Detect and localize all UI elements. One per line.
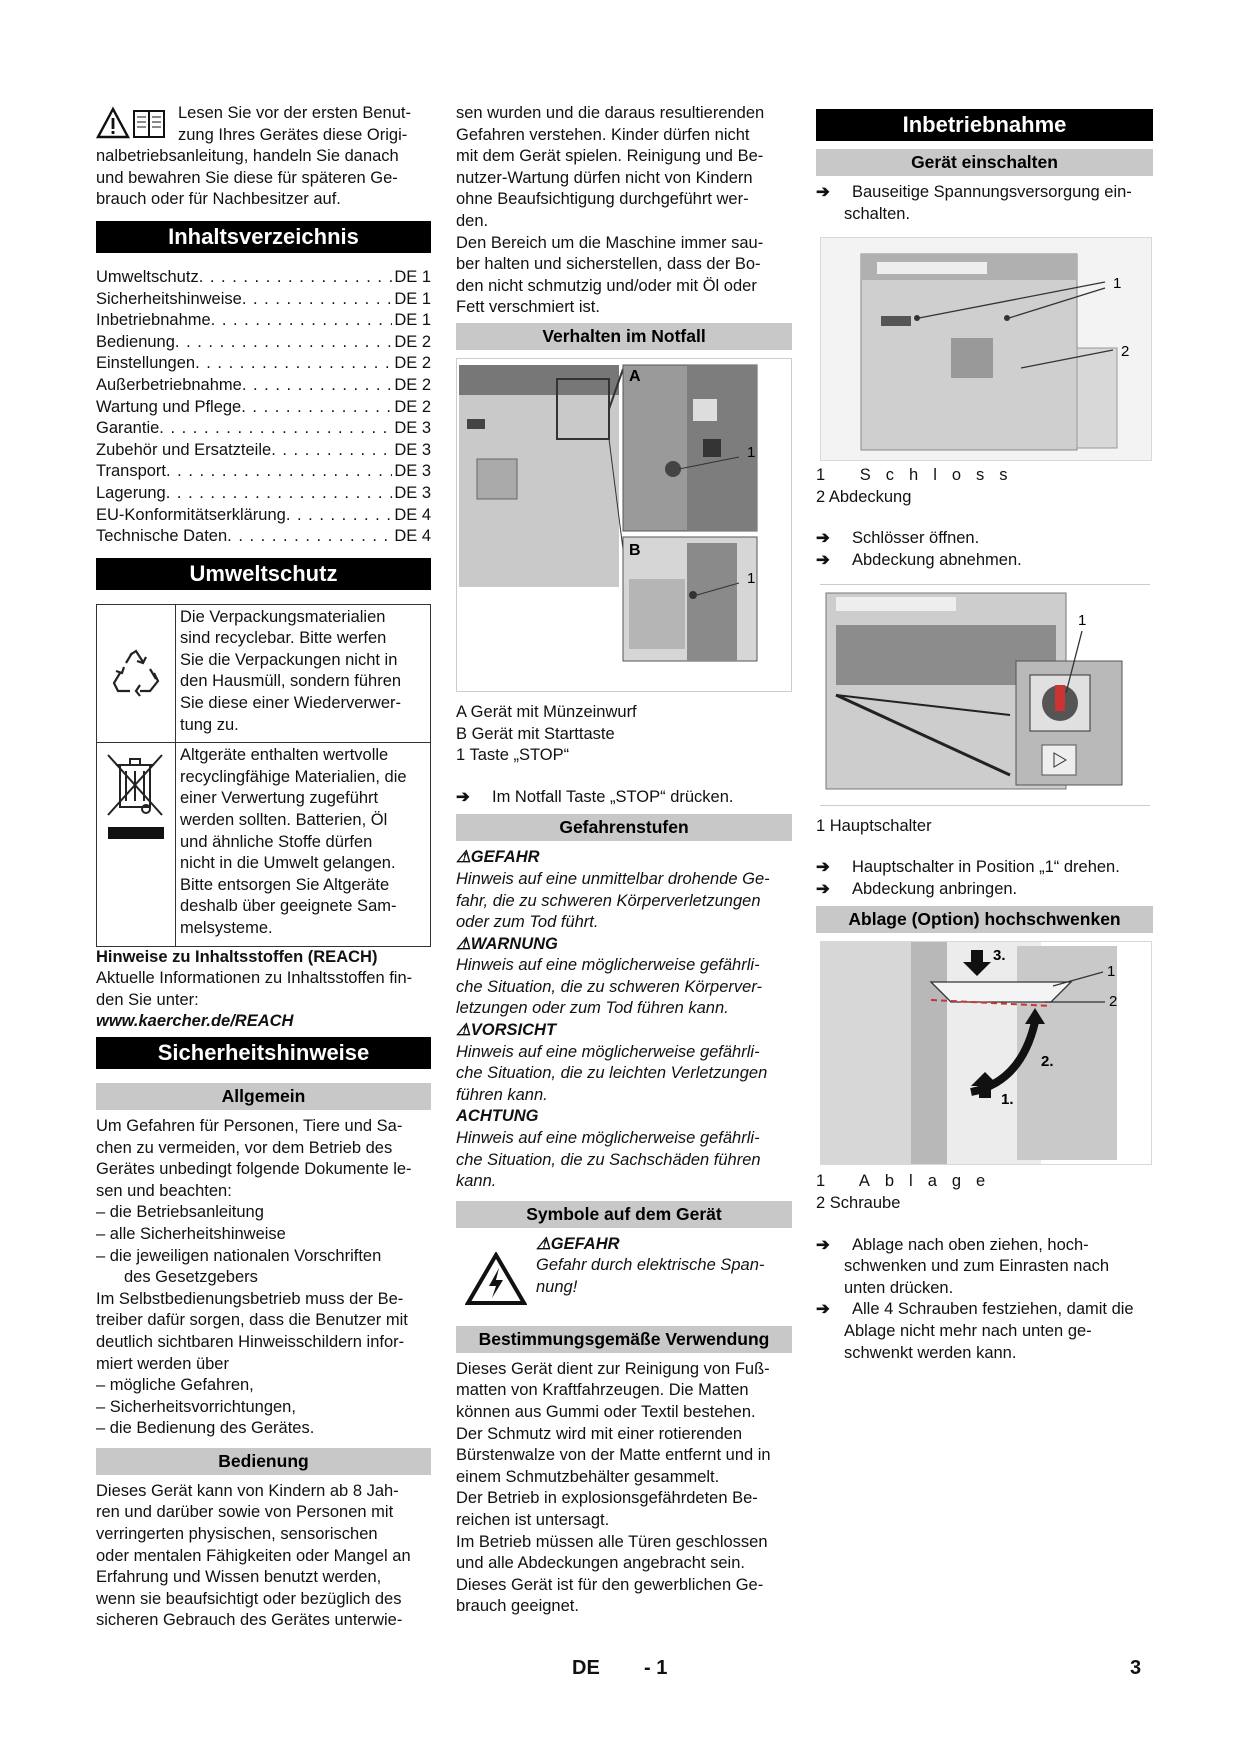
text-line: brauch geeignet.	[456, 1597, 579, 1616]
toc-entry[interactable]	[96, 353, 431, 375]
text-line: fahr, die zu schweren Körperverletzungen	[456, 891, 761, 910]
arrow-icon: ➔	[816, 1235, 830, 1254]
warning-icon: ⚠	[536, 1234, 551, 1253]
text-line: Dieses Gerät kann von Kindern ab 8 Jah-	[96, 1481, 399, 1500]
figure-caption: B Gerät mit Starttaste	[456, 724, 615, 743]
list-item: – die Bedienung des Gerätes.	[96, 1419, 315, 1438]
warning-manual-icon	[96, 105, 168, 141]
machine-front-illustration	[821, 238, 1151, 460]
toc-page: DE 2	[394, 375, 431, 394]
step-text: Bauseitige Spannungsversorgung ein-	[852, 183, 1132, 201]
machine-front-figure	[820, 237, 1152, 461]
intro-line: nalbetriebsanleitung, handeln Sie danach	[96, 147, 399, 166]
text-line: Dieses Gerät dient zur Reinigung von Fuß-	[456, 1359, 770, 1378]
warning-icon: ⚠	[456, 848, 471, 867]
toc-page: DE 2	[394, 397, 431, 416]
text-line: nung!	[536, 1278, 578, 1296]
table-of-contents	[96, 267, 431, 548]
toc-label: Technische Daten	[96, 527, 228, 546]
toc-page: DE 3	[394, 419, 431, 438]
step-text: schwenkt werden kann.	[844, 1343, 1017, 1362]
toc-label: Zubehör und Ersatzteile	[96, 440, 272, 459]
toc-label: Bedienung	[96, 332, 175, 351]
figure-caption: 1 Taste „STOP“	[456, 746, 570, 765]
text-line: che Situation, die zu Sachschäden führen	[456, 1150, 761, 1169]
toc-label: Wartung und Pflege	[96, 397, 242, 416]
toc-label: EU-Konformitätserklärung	[96, 505, 286, 524]
fig-callout: 2	[1121, 343, 1130, 361]
toc-label: Sicherheitshinweise	[96, 289, 242, 308]
environment-table	[96, 604, 431, 947]
text-line: führen kann.	[456, 1085, 548, 1104]
notfall-step	[456, 787, 792, 809]
toc-page: DE 2	[394, 332, 431, 351]
recycle-text	[176, 605, 430, 743]
text-line: und ähnliche Stoffe dürfen	[180, 832, 373, 851]
ablage-illustration	[821, 942, 1151, 1164]
text-line: Hinweis auf eine möglicherweise gefährli-	[456, 1129, 760, 1148]
reach-link[interactable]: www.kaercher.de/REACH	[96, 1012, 294, 1031]
text-line: deshalb über geeignete Sam-	[180, 897, 397, 916]
text-line: nutzer-Wartung dürfen nicht von Kindern	[456, 168, 753, 187]
toc-page: DE 1	[394, 311, 431, 330]
toc-label: Transport	[96, 462, 166, 481]
fig-callout: 1	[747, 569, 756, 587]
text-line: Fett verschmiert ist.	[456, 298, 600, 317]
toc-page: DE 3	[394, 483, 431, 502]
symbol-row	[456, 1234, 792, 1306]
footer-section-page: - 1	[644, 1657, 668, 1679]
fig-callout: 2	[1109, 993, 1118, 1011]
sym-gefahr-label: GEFAHR	[550, 1234, 620, 1253]
text-line: oder mentalen Fähigkeiten oder Mangel an	[96, 1546, 411, 1565]
toc-page: DE 4	[394, 505, 431, 524]
arrow-icon: ➔	[816, 879, 830, 898]
text-line: einem Schmutzbehälter gesammelt.	[456, 1467, 720, 1486]
text-line: Bürstenwalze von der Matte entfernt und in	[456, 1446, 771, 1465]
electric-hazard-icon	[465, 1252, 527, 1306]
fig-step-label: 2.	[1041, 1053, 1054, 1071]
footer-language: DE	[572, 1657, 600, 1679]
gefahrenstufen-heading: Gefahrenstufen	[456, 814, 792, 841]
text-line: tung zu.	[180, 715, 239, 734]
toc-entry[interactable]	[96, 505, 431, 527]
toc-page: DE 1	[394, 267, 431, 286]
footer-page-number: 3	[1130, 1657, 1142, 1679]
text-line: den.	[456, 211, 489, 230]
vorsicht-label: VORSICHT	[470, 1021, 557, 1040]
step-text: Hauptschalter in Position „1“ drehen.	[852, 858, 1120, 877]
bedienung-heading: Bedienung	[96, 1448, 431, 1475]
achtung-heading: ACHTUNG	[456, 1107, 539, 1126]
arrow-icon: ➔	[816, 1300, 830, 1319]
toc-entry[interactable]	[96, 332, 431, 354]
text-line: Sie diese einer Wiederverwer-	[180, 694, 402, 713]
fig-callout: 1	[1078, 611, 1087, 629]
step-text: schalten.	[844, 204, 911, 223]
text-line: che Situation, die zu leichten Verletzungen	[456, 1064, 768, 1083]
column-3	[816, 103, 1153, 1364]
toc-heading: Inhaltsverzeichnis	[96, 221, 431, 253]
step	[816, 857, 1153, 879]
intro-line: und bewahren Sie diese für späteren Ge-	[96, 168, 398, 187]
toc-entry[interactable]	[96, 440, 431, 462]
gefahr-label: GEFAHR	[470, 848, 540, 867]
list-item: – mögliche Gefahren,	[96, 1376, 254, 1395]
list-item: des Gesetzgebers	[124, 1268, 258, 1287]
text-line: Gerätes unbedingt folgende Dokumente le-	[96, 1160, 412, 1179]
reach-line: Aktuelle Informationen zu Inhaltsstoffen fin-	[96, 969, 413, 988]
machine-stop-illustration	[457, 359, 793, 691]
step-text: Abdeckung anbringen.	[852, 879, 1018, 898]
text-line: nicht in die Umwelt gelangen.	[180, 854, 396, 873]
disposal-row	[97, 743, 430, 945]
arrow-icon: ➔	[816, 183, 830, 201]
recycle-icon	[110, 647, 162, 699]
text-line: mit dem Gerät spielen. Reinigung und Be-	[456, 147, 764, 166]
text-line: deutlich sichtbaren Hinweisschildern infor-	[96, 1332, 405, 1351]
text-line: ohne Beaufsichtigung durchgeführt wer-	[456, 190, 749, 209]
text-line: Erfahrung und Wissen benutzt werden,	[96, 1568, 382, 1587]
toc-entry[interactable]	[96, 310, 431, 332]
allgemein-heading: Allgemein	[96, 1083, 431, 1110]
main-switch-figure	[820, 584, 1150, 806]
column-1	[96, 103, 431, 1632]
toc-label: Garantie	[96, 419, 160, 438]
toc-page: DE 3	[394, 440, 431, 459]
text-line: ren und darüber sowie von Personen mit	[96, 1503, 394, 1522]
toc-page: DE 4	[394, 527, 431, 546]
text-line: Der Schmutz wird mit einer rotierenden	[456, 1424, 743, 1443]
sicherheit-heading: Sicherheitshinweise	[96, 1037, 431, 1069]
text-line: Dieses Gerät ist für den gewerblichen Ge-	[456, 1575, 764, 1594]
symbol-text	[536, 1234, 764, 1306]
step	[816, 1299, 1153, 1321]
step-text: Ablage nach oben ziehen, hoch-	[852, 1235, 1089, 1254]
text-line: Der Betrieb in explosionsgefährdeten Be-	[456, 1489, 758, 1508]
text-line: letzungen oder zum Tod führen kann.	[456, 999, 729, 1018]
step-text: Ablage nicht mehr nach unten ge-	[844, 1321, 1092, 1340]
text-line: che Situation, die zu schweren Körperver-	[456, 977, 763, 996]
text-line: einer Verwertung zugeführt	[180, 789, 379, 808]
text-line: sind recyclebar. Bitte werfen	[180, 629, 387, 648]
text-line: verringerten physischen, sensorischen	[96, 1525, 378, 1544]
toc-entry[interactable]	[96, 267, 431, 289]
toc-entry[interactable]	[96, 289, 431, 311]
intro-line: Lesen Sie vor der ersten Benut-	[178, 104, 411, 122]
list-item: – alle Sicherheitshinweise	[96, 1224, 286, 1243]
fig-callout: 1	[747, 443, 756, 461]
reach-title: Hinweise zu Inhaltsstoffen (REACH)	[96, 947, 378, 966]
text-line: Altgeräte enthalten wertvolle	[180, 746, 389, 765]
intro-line: zung Ihres Gerätes diese Origi-	[178, 125, 408, 144]
text-line: Gefahr durch elektrische Span-	[536, 1256, 765, 1275]
text-line: ber halten und sicherstellen, dass der Bo-	[456, 255, 761, 274]
disposal-text	[176, 743, 430, 945]
fig-callout: 1	[1107, 963, 1116, 981]
symbole-heading: Symbole auf dem Gerät	[456, 1201, 792, 1228]
text-line: Im Selbstbedienungsbetrieb muss der Be-	[96, 1289, 404, 1308]
toc-page: DE 2	[394, 354, 431, 373]
inbetriebnahme-heading: Inbetriebnahme	[816, 109, 1153, 141]
step	[816, 879, 1153, 901]
text-line: melsysteme.	[180, 919, 273, 937]
figure-caption: 2 Schraube	[816, 1193, 901, 1212]
arrow-icon: ➔	[816, 529, 830, 548]
text-line: Hinweis auf eine möglicherweise gefährli-	[456, 1042, 760, 1061]
fig-step-label: 1.	[1001, 1091, 1014, 1109]
text-line: miert werden über	[96, 1354, 229, 1373]
list-item: – die jeweiligen nationalen Vorschriften	[96, 1246, 382, 1265]
figure-caption: A Gerät mit Münzeinwurf	[456, 702, 637, 721]
toc-label: Einstellungen	[96, 354, 196, 373]
electric-hazard-icon-cell	[456, 1234, 536, 1306]
text-line: kann.	[456, 1172, 497, 1191]
step-text: Im Notfall Taste „STOP“ drücken.	[492, 787, 734, 806]
text-line: und alle Abdeckungen angebracht sein.	[456, 1554, 745, 1573]
text-line: sicheren Gebrauch des Gerätes unterwie-	[96, 1611, 403, 1630]
intro	[96, 103, 431, 211]
figure-caption: 2 Abdeckung	[816, 487, 912, 506]
toc-entry[interactable]	[96, 483, 431, 505]
warnung-label: WARNUNG	[470, 934, 558, 953]
text-line: den nicht schmutzig und/oder mit Öl oder	[456, 276, 757, 295]
figure-caption: 1 Ablage	[816, 1172, 1001, 1191]
text-line: Gefahren verstehen. Kinder dürfen nicht	[456, 125, 750, 144]
toc-label: Lagerung	[96, 483, 166, 502]
figure-caption: 1 Hauptschalter	[816, 816, 932, 835]
fig-label-b: B	[629, 541, 641, 559]
fig-step-label: 3.	[993, 947, 1006, 965]
text-line: sen wurden und die daraus resultierenden	[456, 104, 765, 122]
reach-line: den Sie unter:	[96, 990, 199, 1009]
text-line: wenn sie beaufsichtigt oder bezüglich des	[96, 1589, 402, 1608]
warning-icon: ⚠	[456, 1021, 471, 1040]
text-line: matten von Kraftfahrzeugen. Die Matten	[456, 1381, 749, 1400]
text-line: Hinweis auf eine möglicherweise gefährli-	[456, 956, 760, 975]
text-line: oder zum Tod führt.	[456, 913, 599, 932]
text-line: recyclingfähige Materialien, die	[180, 767, 407, 786]
list-item: – die Betriebsanleitung	[96, 1203, 264, 1222]
arrow-icon: ➔	[816, 858, 830, 877]
arrow-icon: ➔	[456, 787, 470, 806]
step-text: unten drücken.	[844, 1278, 954, 1297]
text-line: chen zu vermeiden, vor dem Betrieb des	[96, 1138, 393, 1157]
fig-callout: 1	[1113, 275, 1122, 293]
figure-caption: 1 Schloss	[816, 466, 1023, 485]
text-line: können aus Gummi oder Textil bestehen.	[456, 1403, 756, 1421]
toc-page: DE 3	[394, 462, 431, 481]
toc-label: Inbetriebnahme	[96, 311, 211, 330]
toc-label: Außerbetriebnahme	[96, 375, 242, 394]
umwelt-heading: Umweltschutz	[96, 558, 431, 590]
bin-icon-cell	[97, 743, 176, 945]
notfall-heading: Verhalten im Notfall	[456, 323, 792, 350]
text-line: reichen ist untersagt.	[456, 1510, 610, 1529]
notfall-figure	[456, 358, 792, 692]
warnung-heading	[456, 934, 792, 956]
recycle-row	[97, 605, 430, 744]
step-text: schwenken und zum Einrasten nach	[844, 1257, 1110, 1276]
text-line: Die Verpackungsmaterialien	[180, 607, 386, 626]
step	[816, 182, 1153, 204]
sym-gefahr-heading	[536, 1234, 764, 1256]
recycle-icon-cell	[97, 605, 176, 743]
vorsicht-heading	[456, 1020, 792, 1042]
bestimmung-heading: Bestimmungsgemäße Verwendung	[456, 1326, 792, 1353]
intro-line: brauch oder für Nachbesitzer auf.	[96, 190, 341, 209]
warning-icon: ⚠	[456, 934, 471, 953]
gefahr-heading	[456, 847, 792, 869]
toc-entry[interactable]	[96, 526, 431, 548]
toc-entry[interactable]	[96, 375, 431, 397]
toc-entry[interactable]	[96, 418, 431, 440]
text-line: Um Gefahren für Personen, Tiere und Sa-	[96, 1116, 403, 1135]
einschalten-heading: Gerät einschalten	[816, 149, 1153, 176]
text-line: sen und beachten:	[96, 1181, 232, 1200]
text-line: treiber dafür sorgen, dass die Benutzer mit	[96, 1311, 408, 1330]
text-line: Im Betrieb müssen alle Türen geschlossen	[456, 1532, 768, 1551]
toc-page: DE 1	[394, 289, 431, 308]
text-line: Den Bereich um die Maschine immer sau-	[456, 233, 764, 252]
toc-entry[interactable]	[96, 397, 431, 419]
step	[816, 528, 1153, 550]
list-item: – Sicherheitsvorrichtungen,	[96, 1397, 296, 1416]
ablage-figure	[820, 941, 1152, 1165]
intro-icons	[96, 105, 168, 141]
step	[816, 1235, 1153, 1257]
fig-label-a: A	[629, 367, 641, 385]
text-line: den Hausmüll, sondern führen	[180, 672, 402, 691]
step-text: Schlösser öffnen.	[852, 529, 980, 548]
crossed-bin-icon	[104, 751, 168, 847]
text-line: werden sollten. Batterien, Öl	[180, 811, 388, 830]
main-switch-illustration	[820, 585, 1150, 805]
text-line: Bitte entsorgen Sie Altgeräte	[180, 875, 390, 894]
step-text: Alle 4 Schrauben festziehen, damit die	[852, 1300, 1134, 1319]
column-2	[456, 103, 792, 1618]
step	[816, 550, 1153, 572]
step-text: Abdeckung abnehmen.	[852, 550, 1022, 569]
arrow-icon: ➔	[816, 550, 830, 569]
text-line: Sie die Verpackungen nicht in	[180, 650, 398, 669]
ablage-heading: Ablage (Option) hochschwenken	[816, 906, 1153, 933]
toc-entry[interactable]	[96, 461, 431, 483]
toc-label: Umweltschutz	[96, 267, 199, 286]
text-line: Hinweis auf eine unmittelbar drohende Ge-	[456, 869, 770, 888]
